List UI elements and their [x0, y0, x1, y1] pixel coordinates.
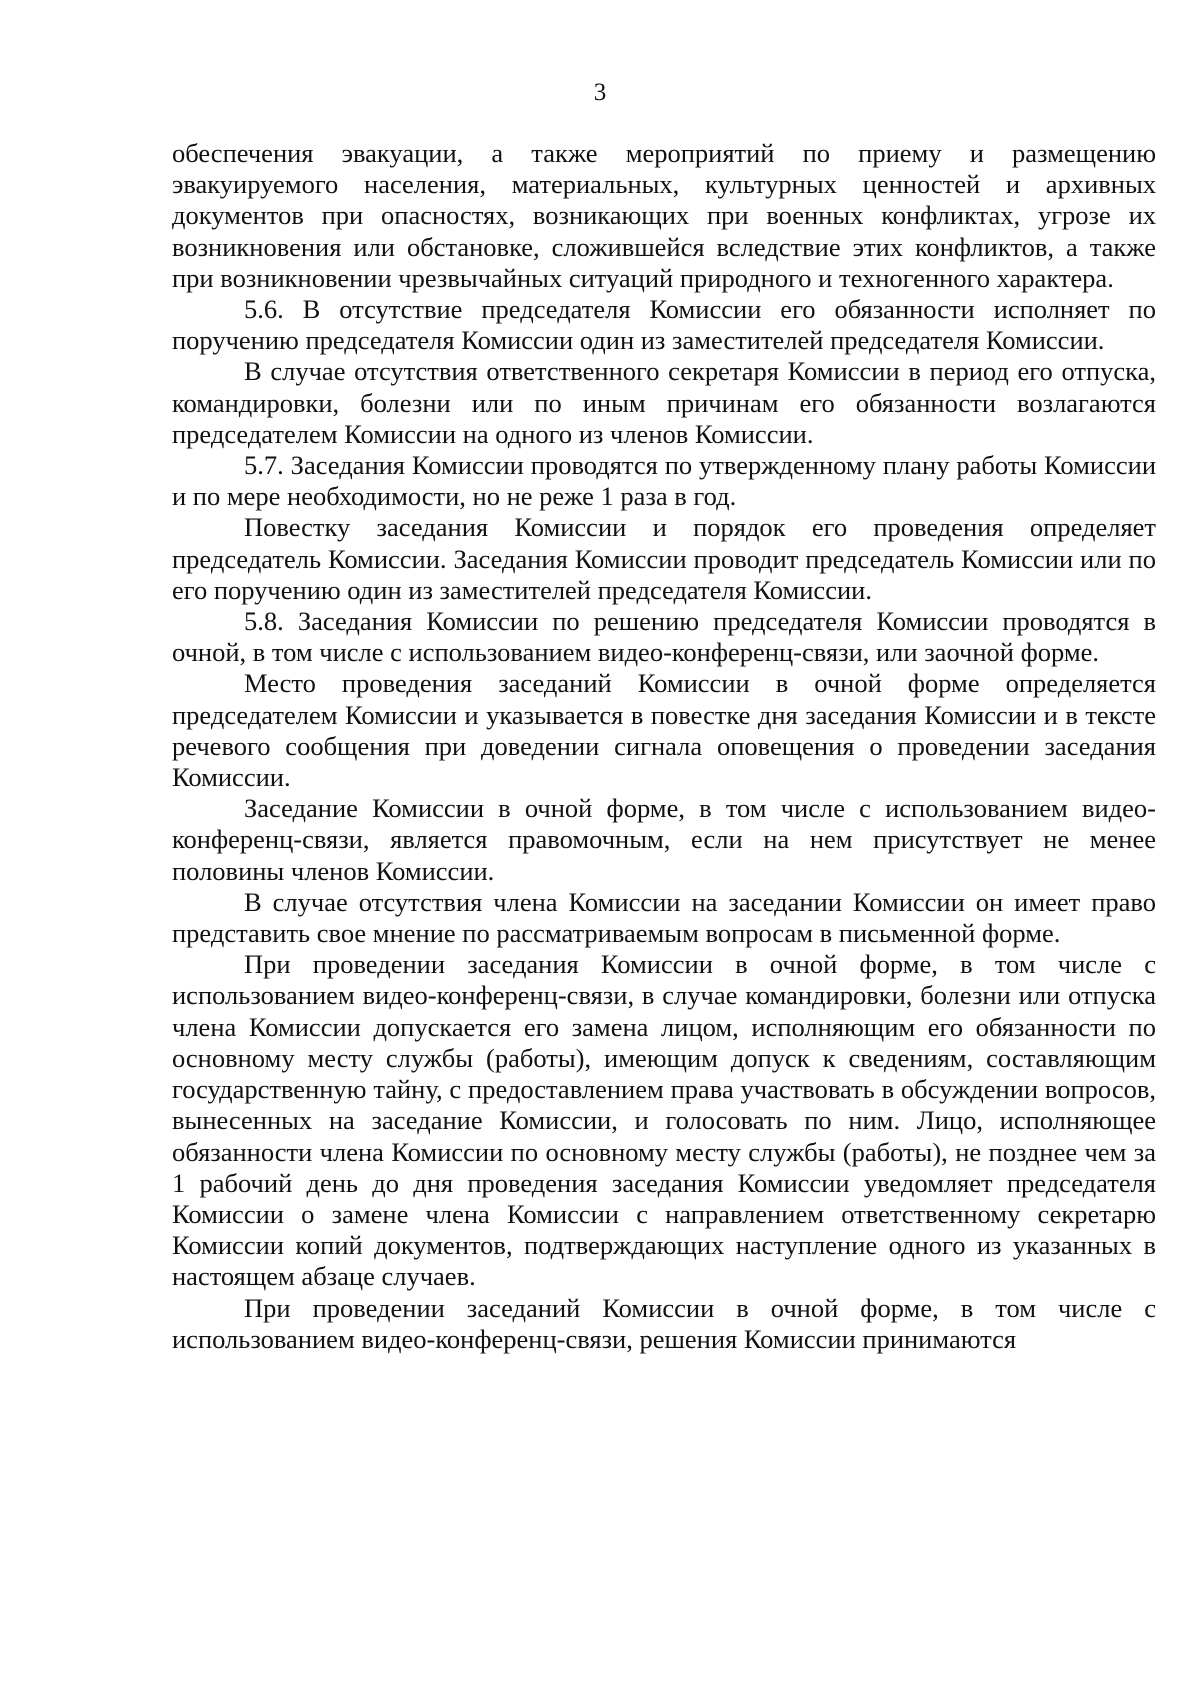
page-number: 3 — [593, 79, 607, 106]
paragraph-written-opinion: В случае отсутствия члена Комиссии на заседании Комиссии он имеет право представить свое мнение по рассматриваемым вопросам в письменной форме. — [172, 886, 1156, 949]
paragraph-meeting-place: Место проведения заседаний Комиссии в очной форме определяется председателем Комиссии и указывается в повестке дня заседания Комиссии и в тексте речевого сообщения при доведении сигнала оповещения о проведении заседания Комиссии. — [172, 668, 1156, 793]
paragraph-agenda: Повестку заседания Комиссии и порядок его проведения определяет председатель Комиссии. Заседания Комиссии проводит председатель Комиссии или по его поручению один из заместителей председателя Комиссии. — [172, 512, 1156, 605]
paragraph-quorum: Заседание Комиссии в очной форме, в том числе с использованием видео-конференц-связи, является правомочным, если на нем присутствует не менее половины членов Комиссии. — [172, 793, 1156, 886]
paragraph-continuation: обеспечения эвакуации, а также мероприятий по приему и размещению эвакуируемого населения, материальных, культурных ценностей и архивных документов при опасностях, возникающих при военных конфликтах, угрозе их возникновения или обстановке, сложившейся вследствие этих конфликтов, а также при возникновении чрезвычайных ситуаций природного и техногенного характера. — [172, 138, 1156, 293]
paragraph-5-8: 5.8. Заседания Комиссии по решению председателя Комиссии проводятся в очной, в том числе с использованием видео-конференц-связи, или заочной форме. — [172, 606, 1156, 668]
paragraph-member-substitution: При проведении заседания Комиссии в очной форме, в том числе с использованием видео-конференц-связи, в случае командировки, болезни или отпуска члена Комиссии допускается его замена лицом, исполняющим его обязанности по основному месту службы (работы), имеющим допуск к сведениям, составляющим государственную тайну, с предоставлением права участвовать в обсуждении вопросов, вынесенных на заседание Комиссии, и голосовать по ним. Лицо, исполняющее обязанности члена Комиссии по основному месту службы (работы), не позднее чем за 1 рабочий день до дня проведения заседания Комиссии уведомляет председателя Комиссии о замене члена Комиссии с направлением ответственному секретарю Комиссии копий документов, подтверждающих наступление одного из указанных в настоящем абзаце случаев. — [172, 949, 1156, 1292]
paragraph-secretary-absence: В случае отсутствия ответственного секретаря Комиссии в период его отпуска, командировки, болезни или по иным причинам его обязанности возлагаются председателем Комиссии на одного из членов Комиссии. — [172, 356, 1156, 449]
document-body — [172, 138, 1156, 1355]
paragraph-5-6: 5.6. В отсутствие председателя Комиссии его обязанности исполняет по поручению председателя Комиссии один из заместителей председателя Комиссии. — [172, 294, 1156, 356]
paragraph-5-7: 5.7. Заседания Комиссии проводятся по утвержденному плану работы Комиссии и по мере необходимости, но не реже 1 раза в год. — [172, 450, 1156, 512]
paragraph-decisions: При проведении заседаний Комиссии в очной форме, в том числе с использованием видео-конференц-связи, решения Комиссии принимаются — [172, 1292, 1156, 1354]
